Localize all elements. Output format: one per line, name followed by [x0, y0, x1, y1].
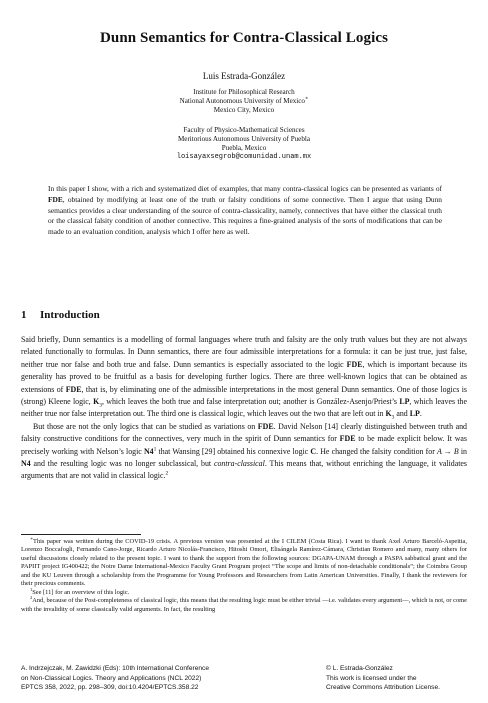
formula: A → B [436, 446, 459, 456]
footer-citation-line-2: on Non-Classical Logics. Theory and Applications (NCL 2022) [21, 674, 202, 682]
affiliation-2 [0, 126, 488, 154]
footnote-divider [21, 534, 141, 535]
affiliation-1-line-3: Mexico City, Mexico [213, 106, 275, 115]
affiliation-1-line-1: Institute for Philosophical Research [193, 88, 295, 96]
section-body [21, 334, 467, 483]
footer-copyright: © L. Estrada-González [326, 665, 393, 672]
affiliation-2-line-3: Puebla, Mexico [221, 144, 267, 153]
footer-citation-line-3[interactable]: EPTCS 358, 2022, pp. 298–309, doi:10.4204/EPTCS.358.22 [21, 684, 199, 692]
affiliation-1 [0, 88, 488, 116]
abstract: In this paper I show, with a rich and systematized diet of examples, that many contra-classical logics can be presented as variants of FDE, obtained by modifying at least one of the truth or falsity conditions of some connective. Then I argue that using Dunn semantics provides a clear understanding of the source of contra-classicality, namely, connectives that have either the classical truth or the classical falsity condition of another connective. This requires a fine-grained analysis of the sorts of modifications that can be made to an evaluation condition, analysis which I offer here as well. [48, 184, 442, 237]
section-heading [21, 309, 100, 321]
author-name: Luis Estrada-González [202, 71, 286, 81]
affiliation-2-line-1: Faculty of Physico-Mathematical Sciences [183, 126, 305, 134]
footnote-2: $^2$And, because of the Post-completeness of classical logic, this means that the resulting logic must be either trivial —i.e. validates every argument—, which is not, or come with the invalidity of some classically valid arguments. In fact, the resulting [21, 595, 467, 613]
author-email[interactable]: loisayaxsegrob@comunidad.unam.mx [176, 153, 312, 161]
footer-citation-line-1: A. Indrzejczak, M. Zawidzki (Eds): 10th International Conference [21, 665, 210, 672]
footnotes [21, 535, 467, 614]
paragraph-2: But those are not the only logics that can be studied as variations on FDE. David Nelson [14] clearly distinguished between truth and falsity constructive conditions for the connectives, very much in the spirit of Dunn semantics for FDE to be made explicit below. It was precisely working with Nelson’s logic $N4^1$ that Wansing [29] obtained his connexive logic C. He changed the falsity condition for A → B in N4 and the resulting logic was no longer subclassical, but contra-classical. This means that, without enriching the language, it validates arguments that are not valid in classical logic.$^2$ [21, 421, 467, 481]
section-title: Introduction [40, 309, 100, 321]
footnote-star: ∗This paper was written during the COVID-19 crisis. A previous version was presented at the I CILEM (Costa Rica). I want to thank Axel Arturo Barceló-Aspeitia, Lorenzo Boccafogli, Fernando Cano-Jorge, Ricardo Arturo Nicolás-Francisco, Hitoshi Omori, Elisángela Ramírez-Cámara, Christian Romero and many, many others for useful discussions closely related to the present topic. I want to thank the support from the following sources: DGAPA-UNAM through a PASPA sabbatical grant and the PAPIIT project IG400422; the Notre Dame International-Mexico Faculty Grant Program project “The scope and limits of non-detachable conditionals”; the Coimbra Group and the KU Leuven through a scholarship from the Programme for Young Professors and Researchers from Latin American Universities. Finally, I thank the reviewers for their precious comments. [21, 535, 467, 588]
footer-license-line-2: This work is licensed under the [326, 674, 417, 682]
section-number: 1 [21, 309, 27, 321]
affiliation-footnote-mark: ∗ [304, 96, 309, 102]
footer-license-link[interactable]: Creative Commons Attribution License. [326, 684, 440, 692]
footer-citation [21, 664, 281, 693]
paragraph-1: Said briefly, Dunn semantics is a modelling of formal languages where truth and falsity are the only truth values but they are not always related functionally to formulas. In Dunn semantics, there are four admissible interpretations for a formula: it can be just true, just false, neither true nor false and both true and false. Dunn semantics is especially associated to the logic FDE, which is important because its generality has proved to be fruitful as a basis for developing further logics. There are three well-known logics that can be obtained as extensions of FDE, that is, by eliminating one of the admissible interpretations in the most general Dunn semantics. One of those logics is (strong) Kleene logic, $K_3$, which leaves the both true and false interpretation out; another is González-Asenjo/Priest’s LP, which leaves the neither true nor false interpretation out. The third one is classical logic, which leaves out the two that are left out in $K_3$ and LP. [21, 335, 467, 422]
affiliation-2-line-2: Meritorious Autonomous University of Puebla [177, 135, 310, 144]
paper-title: Dunn Semantics for Contra-Classical Logics [99, 30, 389, 46]
footnote-ref-1[interactable]: 1 [153, 446, 157, 453]
footnote-1: $^1$See [11] for an overview of this logic. [30, 586, 130, 596]
footer-license [326, 664, 476, 693]
footnote-ref-2[interactable]: 2 [165, 470, 169, 477]
affiliation-1-line-2: National Autonomous University of Mexico∗ [179, 96, 309, 106]
